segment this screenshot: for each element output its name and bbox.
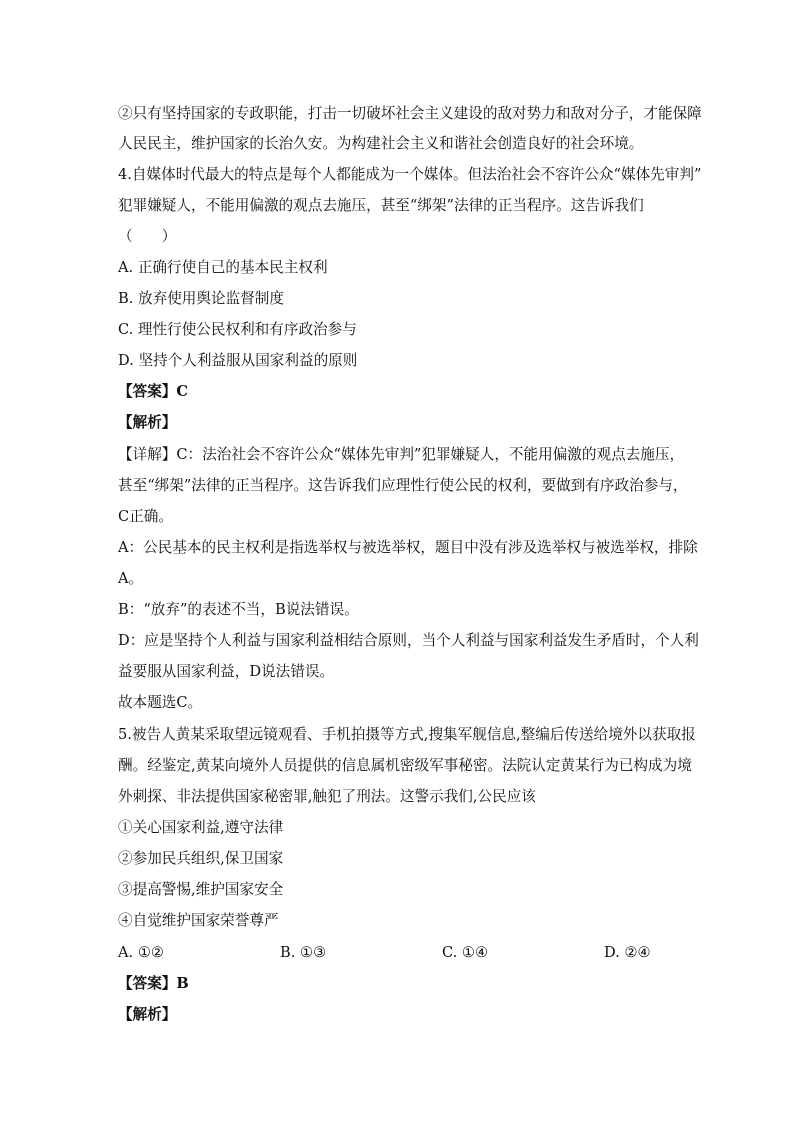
q4-stem-line-2: 犯罪嫌疑人，不能用偏激的观点去施压，甚至“绑架”法律的正当程序。这告诉我们 (118, 197, 644, 214)
q4-a-explain-line-1: A：公民基本的民主权利是指选举权与被选举权，题目中没有涉及选举权与被选举权，排除 (118, 539, 698, 556)
q5-stem-line-1: 5.被告人黄某采取望远镜观看、手机拍摄等方式,搜集军舰信息,整编后传送给境外以获取报 (118, 726, 696, 743)
q5-item-1: ①关心国家利益,遵守法律 (118, 819, 284, 836)
q5-option-a: A. ①② (118, 944, 164, 961)
q4-option-d: D. 坚持个人利益服从国家利益的原则 (118, 352, 358, 369)
q5-item-3: ③提高警惕,维护国家安全 (118, 881, 284, 898)
q4-option-a: A. 正确行使自己的基本民主权利 (118, 259, 328, 276)
q4-option-c: C. 理性行使公民权利和有序政治参与 (118, 321, 357, 338)
q4-conclusion: 故本题选C。 (118, 694, 203, 711)
q4-answer: 【答案】C (118, 383, 188, 400)
q4-a-explain-line-2: A。 (118, 570, 144, 587)
q3-tail-line-2: 人民民主，维护国家的长治久安。为构建社会主义和谐社会创造良好的社会环境。 (118, 135, 644, 152)
q4-detail-line-1: 【详解】C：法治社会不容许公众“媒体先审判”犯罪嫌疑人，不能用偏激的观点去施压， (118, 446, 685, 463)
q5-option-b: B. ①③ (280, 944, 327, 961)
q5-answer: 【答案】B (118, 975, 189, 992)
q5-stem-line-3: 外刺探、非法提供国家秘密罪,触犯了刑法。这警示我们,公民应该 (118, 788, 536, 805)
q5-analysis-heading: 【解析】 (118, 1006, 177, 1023)
q5-stem-line-2: 酬。经鉴定,黄某向境外人员提供的信息属机密级军事秘密。法院认定黄某行为已构成为境 (118, 757, 692, 774)
q4-d-explain-line-2: 益要服从国家利益，D说法错误。 (118, 663, 335, 680)
q5-option-d: D. ②④ (604, 944, 651, 961)
q5-option-c: C. ①④ (442, 944, 489, 961)
q4-blank: （ ） (118, 228, 177, 245)
q4-option-b: B. 放弃使用舆论监督制度 (118, 290, 284, 307)
q5-item-4: ④自觉维护国家荣誉尊严 (118, 912, 279, 929)
q4-detail-line-3: C正确。 (118, 508, 173, 525)
q4-stem-line-1: 4.自媒体时代最大的特点是每个人都能成为一个媒体。但法治社会不容许公众“媒体先审判” (118, 166, 702, 183)
q5-item-2: ②参加民兵组织,保卫国家 (118, 850, 284, 867)
q4-d-explain-line-1: D：应是坚持个人利益与国家利益相结合原则，当个人利益与国家利益发生矛盾时，个人利 (118, 632, 699, 649)
q4-analysis-heading: 【解析】 (118, 414, 177, 431)
q3-tail-line-1: ②只有坚持国家的专政职能，打击一切破坏社会主义建设的敌对势力和敌对分子，才能保障 (118, 105, 702, 122)
q4-detail-line-2: 甚至“绑架”法律的正当程序。这告诉我们应理性行使公民的权利，要做到有序政治参与， (118, 477, 688, 494)
q4-b-explain: B：“放弃”的表述不当，B说法错误。 (118, 601, 359, 618)
